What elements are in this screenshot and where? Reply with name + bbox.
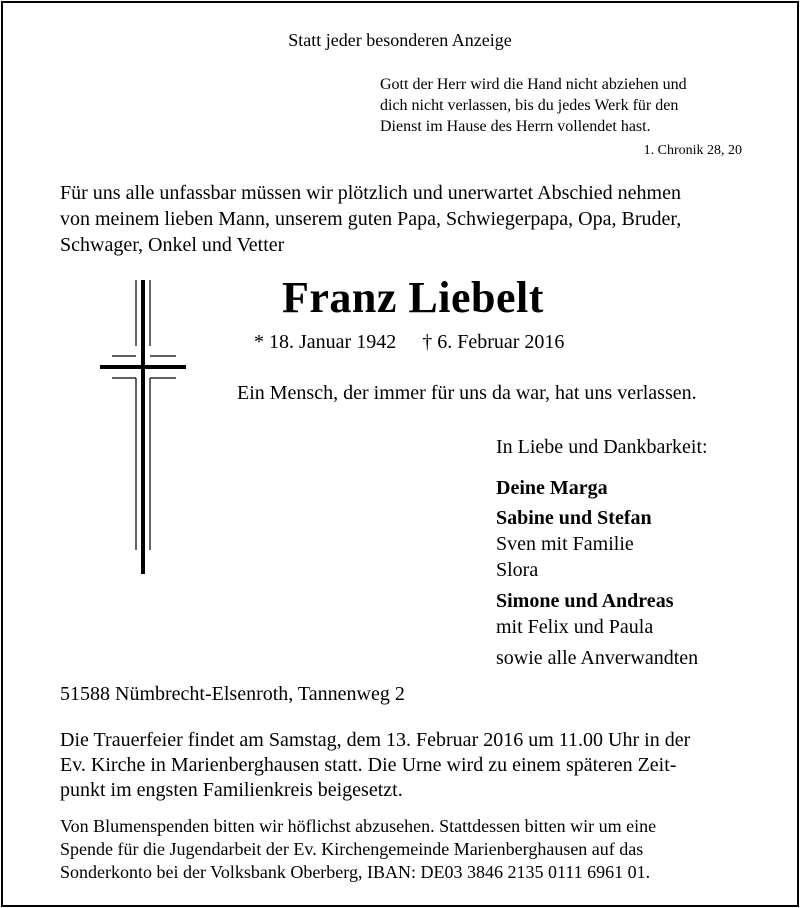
intro-line: von meinem lieben Mann, unserem guten Papa, Schwiegerpapa, Opa, Bruder, [60, 208, 682, 230]
family-address: 51588 Nümbrecht-Elsenroth, Tannenweg 2 [60, 683, 405, 705]
mourners-closing: sowie alle Anverwandten [496, 647, 699, 669]
notice-header: Statt jeder besonderen Anzeige [288, 30, 512, 50]
bible-verse-line: Gott der Herr wird die Hand nicht abziehen und [380, 76, 687, 93]
donation-info-line: Von Blumenspenden bitten wir höflichst abzusehen. Stattdessen bitten wir um eine [60, 816, 657, 836]
bible-verse-line: dich nicht verlassen, bis du jedes Werk für den [380, 97, 679, 114]
donation-info-line: Spende für die Jugendarbeit der Ev. Kirchengemeinde Marienberghausen auf das [60, 839, 644, 859]
donation-info-line: Sonderkonto bei der Volksbank Oberberg, IBAN: DE03 3846 2135 0111 6961 01. [60, 862, 651, 882]
intro-line: Für uns alle unfassbar müssen wir plötzlich und unerwartet Abschied nehmen [60, 182, 681, 204]
bible-verse-line: Dienst im Hause des Herrn vollendet hast. [380, 118, 651, 135]
intro-line: Schwager, Onkel und Vetter [60, 234, 285, 256]
funeral-info-line: Ev. Kirche in Marienberghausen statt. Die Urne wird zu einem späteren Zeit- [60, 754, 677, 776]
mourners-heading: In Liebe und Dankbarkeit: [496, 436, 708, 458]
death-date: † 6. Februar 2016 [422, 331, 565, 353]
birth-date: * 18. Januar 1942 [254, 331, 397, 353]
funeral-info-line: Die Trauerfeier findet am Samstag, dem 13. Februar 2016 um 11.00 Uhr in der [60, 729, 691, 751]
deceased-name: Franz Liebelt [282, 273, 544, 322]
mourner-name: Simone und Andreas [496, 590, 674, 612]
life-dates [254, 331, 564, 354]
funeral-info-line: punkt im engsten Familienkreis beigesetzt. [60, 779, 403, 801]
mourner-name: Sven mit Familie [496, 533, 634, 555]
mourner-name: Slora [496, 559, 539, 581]
mourner-name: Sabine und Stefan [496, 507, 652, 529]
motto: Ein Mensch, der immer für uns da war, hat uns verlassen. [237, 382, 697, 404]
bible-verse-reference: 1. Chronik 28, 20 [643, 143, 742, 158]
mourner-name: Deine Marga [496, 477, 608, 499]
cross-icon [96, 280, 188, 576]
mourner-name: mit Felix und Paula [496, 616, 654, 638]
